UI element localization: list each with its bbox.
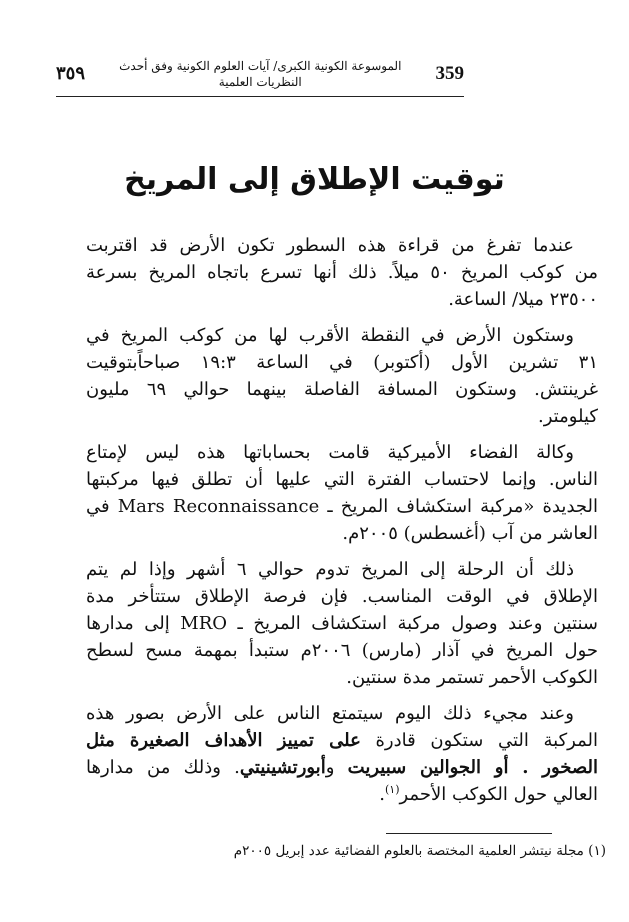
text-line: وستكون الأرض في النقطة الأقرب لها من كوكب المريخ في [86,325,574,346]
text-line: كيلومتر. [538,406,598,427]
page-number-latin: 359 [435,63,464,84]
text-run: . [379,784,385,805]
text-run: المركبة التي ستكون قادرة [360,730,599,751]
text-line: الناس. وإنما لاحتساب الفترة التي عليها أن تطلق فيها مركبتها [86,469,598,490]
text-line [86,700,598,727]
footnote: (١) مجلة نيتشر العلمية المختصة بالعلوم الفضائية عدد إبريل ٢٠٠٥م [233,843,606,859]
page-content [86,232,606,860]
text-line: من كوكب المريخ ٥٠ ميلاً. ذلك أنها تسرع باتجاه المريخ بسرعة [86,262,598,283]
text-line: ٣١ تشرين الأول (أكتوبر) في الساعة ١٩:٣ صباحاًبتوقيت [86,352,599,373]
text-line: سنتين وعند وصول مركبة استكشاف المريخ ـ MRO إلى مدارها [86,613,598,634]
text-run: . وذلك من مدارها [86,757,240,778]
text-line: الإطلاق في الوقت المناسب. فإن فرصة الإطلاق ستتأخر مدة [86,586,598,607]
bold-text-run: على تمييز الأهداف الصغيرة مثل [86,730,361,751]
text-line [86,727,598,754]
paragraph [86,232,598,313]
text-line: الجديدة «مركبة استكشاف المريخ ـ Mars Reconnaissance في [86,496,598,517]
running-header [56,58,464,97]
bold-text-run: أبورتشينيتي [239,757,326,778]
footnote-rule [386,833,552,834]
text-line: ٢٣٥٠٠ ميلا/ الساعة. [448,289,598,310]
text-line: العاشر من آب (أغسطس) ٢٠٠٥م. [342,523,598,544]
text-run: وعند مجيء ذلك اليوم سيتمتع الناس على الأرض بصور هذه [86,703,574,724]
text-line [86,781,598,808]
page-number-arabic: ٣٥٩ [56,63,86,84]
text-line: الكوكب الأحمر تستمر مدة سنتين. [346,667,598,688]
paragraph [86,700,598,808]
text-line: عندما تفرغ من قراءة هذه السطور تكون الأرض قد اقتربت [86,235,574,256]
text-line: ذلك أن الرحلة إلى المريخ تدوم حوالي ٦ أشهر وإذا لم يتم [86,559,574,580]
running-title: الموسوعة الكونية الكبرى/ آيات العلوم الكونية وفق أحدث النظريات العلمية [119,59,402,89]
body-text [86,232,598,817]
paragraph [86,322,598,430]
text-run: العالي حول الكوكب الأحمر [399,784,598,805]
chapter-title: توقيت الإطلاق إلى المريخ [124,162,505,197]
paragraph [86,556,598,691]
text-line [86,754,598,781]
text-line: غرينتش. وستكون المسافة الفاصلة بينهما حوالي ٦٩ مليون [86,379,598,400]
paragraph [86,439,598,547]
bold-text-run: الصخور . أو الجوالين سبيريت [347,757,598,778]
text-run: و [325,757,348,778]
text-line: حول المريخ في آذار (مارس) ٢٠٠٦م ستبدأ بمهمة مسح لسطح [86,640,598,661]
footnote-marker: (١) [384,783,400,796]
text-line: وكالة الفضاء الأميركية قامت بحساباتها هذه ليس لإمتاع [86,442,574,463]
